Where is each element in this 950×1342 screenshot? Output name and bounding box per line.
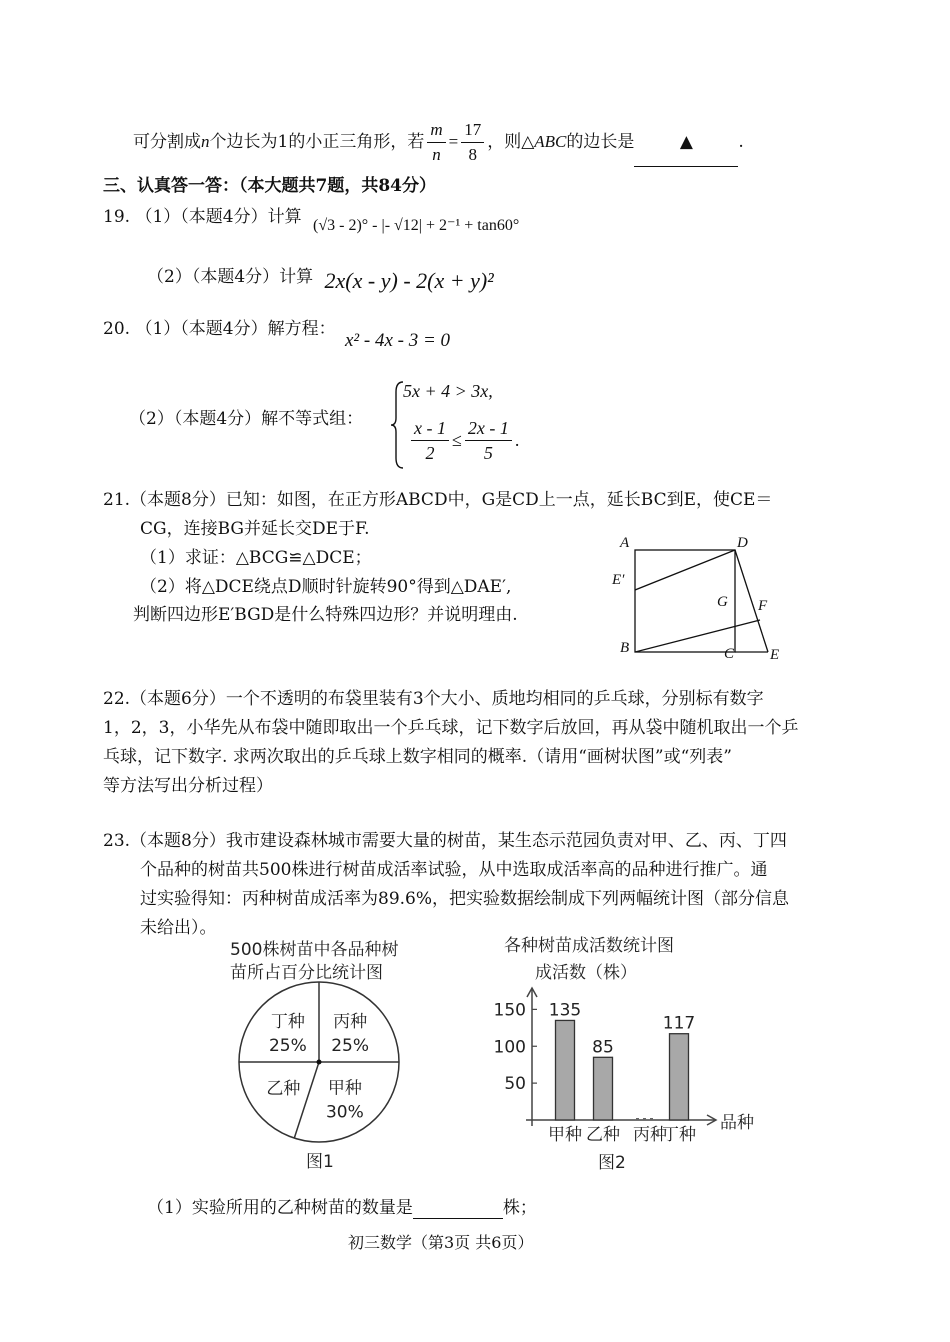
fig-label-e-prime: E′ — [612, 572, 625, 588]
pie-slice-0 — [331, 1012, 369, 1056]
x-tick-label: 乙种 — [586, 1125, 620, 1145]
q18-frac-17-8: $\frac{17}{8}$ — [461, 118, 484, 167]
q22-line1: 22.（本题6分）一个不透明的布袋里装有3个大小、质地均相同的乒乓球，分别标有数字 — [103, 689, 764, 709]
fig-label-c: C — [724, 646, 735, 662]
pie-caption: 图1 — [306, 1152, 334, 1172]
q20-ineq2 — [408, 416, 519, 465]
fig-label-f: F — [758, 598, 768, 614]
fig-label-d: D — [737, 535, 748, 551]
fig-label-b: B — [620, 640, 630, 656]
q23-line1: 23.（本题8分）我市建设森林城市需要大量的树苗，某生态示范园负责对甲、乙、丙、丁四 — [103, 831, 787, 851]
q23-line2: 个品种的树苗共500株进行树苗成活率试验，从中选取成活率高的品种进行推广。通 — [140, 860, 768, 880]
q18-triangle-mark: ▲ — [679, 132, 693, 152]
q22-line3: 乓球，记下数字. 求两次取出的乒乓球上数字相同的概率.（请用“画树状图”或“列表” — [103, 747, 732, 767]
q18-frac-mn: $\frac{m}{n}$ — [427, 118, 445, 167]
q18-line — [133, 118, 744, 167]
bar-title: 各种树苗成活数统计图 — [504, 936, 674, 956]
q18-abc: ABC — [534, 132, 567, 151]
q20-frac2: $\frac{2x - 1}{5}$ — [465, 416, 512, 465]
pie-slice-1 — [326, 1079, 364, 1123]
q22-line2: 1，2，3，小华先从布袋中随即取出一个乒乓球，记下数字后放回，再从袋中随机取出一个乒 — [103, 718, 799, 738]
q23-sub1-blank — [413, 1198, 503, 1219]
pie-center-dot — [317, 1060, 322, 1065]
q19-part2 — [147, 262, 494, 294]
fig-label-g: G — [717, 594, 728, 610]
q20-frac1: $\frac{x - 1}{2}$ — [411, 416, 449, 465]
q21-line2: CG，连接BG并延长交DE于F. — [140, 519, 370, 539]
pie-slice-percent: 30% — [325, 1102, 364, 1123]
y-tick-label: 50 — [504, 1074, 526, 1095]
pie-title-line2: 苗所占百分比统计图 — [230, 963, 383, 983]
q18-n: n — [201, 132, 210, 151]
pie-slice-name: 丁种 — [270, 1011, 305, 1032]
q21-line1: 21.（本题8分）已知：如图，在正方形ABCD中，G是CD上一点，延长BC到E，使CE＝ — [103, 490, 773, 510]
pie-slice-boundary — [294, 1062, 319, 1138]
q19-p2-label: （2）（本题4分）计算 — [147, 267, 314, 287]
fig-label-a: A — [620, 535, 630, 551]
page-footer: 初三数学（第3页 共6页） — [348, 1233, 534, 1252]
pie-slice-percent: 25% — [331, 1035, 370, 1056]
q20-leq: ≤ — [451, 430, 462, 450]
q20-ineq1: 5x + 4 > 3x, — [403, 381, 493, 401]
q21-figure — [600, 528, 800, 668]
q21-line4: （2）将△DCE绕点D顺时针旋转90°得到△DAE′, — [140, 577, 512, 597]
q18-suffix: ，则△ — [487, 132, 535, 152]
bar-丁种 — [670, 1034, 689, 1120]
q23-sub1-text: （1）实验所用的乙种树苗的数量是 — [147, 1198, 413, 1218]
q21-line5: 判断四边形E′BGD是什么特殊四边形？并说明理由. — [133, 605, 518, 625]
pie-slice-2 — [266, 1079, 300, 1099]
q19-number: 19. — [103, 207, 131, 227]
q19-part1 — [103, 202, 519, 235]
q22-line4: 等方法写出分析过程） — [103, 776, 273, 796]
q18-prefix: 可分割成 — [133, 132, 201, 152]
bar-乙种 — [594, 1057, 613, 1120]
q18-end: . — [738, 132, 744, 152]
segment-e-prime-d — [635, 550, 735, 590]
q19-p2-expr: 2x(x - y) - 2(x + y)² — [324, 268, 494, 293]
q20-p1-label: （1）（本题4分）解方程： — [135, 319, 336, 339]
y-tick-label: 100 — [493, 1037, 526, 1058]
bar-value-label: 135 — [548, 1000, 582, 1021]
bar-marks — [548, 1000, 696, 1145]
q18-answer-blank — [634, 118, 738, 167]
bar-value-label: 85 — [592, 1037, 614, 1058]
q20-part2-label: （2）（本题4分）解不等式组： — [129, 409, 364, 429]
section3-title: 三、认真答一答：（本大题共7题，共84分） — [103, 176, 436, 196]
y-tick-label: 150 — [493, 1000, 526, 1021]
q20-number: 20. — [103, 319, 131, 339]
q21-line3: （1）求证：△BCG≌△DCE； — [140, 548, 372, 568]
fig-label-e: E — [770, 647, 780, 663]
q20-end: . — [514, 430, 520, 450]
q23-sub1 — [147, 1193, 537, 1219]
q19-p1-label: （1）（本题4分）计算 — [135, 207, 302, 227]
q23-line4: 未给出）。 — [140, 918, 217, 938]
bar-caption: 图2 — [598, 1153, 626, 1173]
bar-value-label: 117 — [662, 1013, 696, 1034]
q23-sub1-unit: 株； — [502, 1198, 537, 1218]
bar-chart — [490, 930, 770, 1180]
q18-middle: 个边长为1的小正三角形，若 — [209, 132, 425, 152]
q18-equals: = — [448, 132, 459, 151]
q20-p1-expr: x² - 4x - 3 = 0 — [345, 330, 451, 351]
q23-line3: 过实验得知：丙种树苗成活率为89.6%，把实验数据绘制成下列两幅统计图（部分信息 — [140, 889, 790, 909]
pie-slice-name: 乙种 — [266, 1078, 301, 1099]
bar-ylabel: 成活数（株） — [535, 963, 637, 983]
q20-part1 — [103, 314, 450, 352]
q18-suffix2: 的边长是 — [566, 132, 635, 152]
pie-chart — [222, 934, 432, 1174]
segment-bf — [635, 620, 760, 652]
bar-xlabel: 品种 — [720, 1113, 754, 1133]
q19-p1-expr: (√3 - 2)° - |- √12| + 2⁻¹ + tan60° — [313, 217, 520, 234]
x-tick-label: 丙种 — [633, 1125, 667, 1145]
pie-slice-percent: 25% — [268, 1035, 307, 1056]
pie-slice-3 — [269, 1012, 307, 1056]
pie-title-line1: 500株树苗中各品种树 — [230, 940, 399, 960]
pie-slice-name: 丙种 — [333, 1011, 368, 1032]
bar-甲种 — [556, 1020, 575, 1120]
x-tick-label: 丁种 — [662, 1125, 696, 1145]
x-tick-label: 甲种 — [548, 1125, 582, 1145]
pie-slices — [239, 982, 399, 1142]
pie-slice-name: 甲种 — [327, 1078, 362, 1099]
